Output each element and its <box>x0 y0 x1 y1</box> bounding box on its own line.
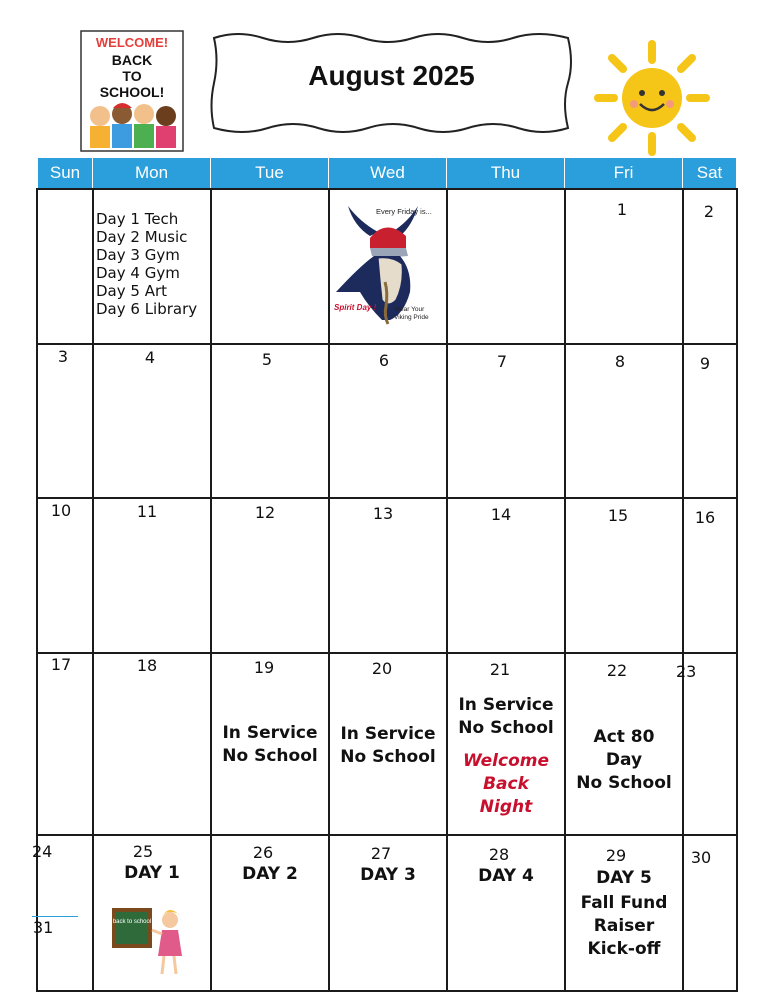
grid-line <box>36 188 738 190</box>
spirit-right-text: Wear Your Viking Pride <box>394 306 429 321</box>
event-fall-fundraiser: Fall Fund Raiser Kick-off <box>580 893 668 959</box>
event-school-day: DAY 1 <box>124 863 180 883</box>
grid-line <box>36 188 38 992</box>
viking-spirit-day-graphic <box>330 196 442 336</box>
spirit-left-text: Spirit Day ! <box>334 303 377 312</box>
weekday-header-tue: Tue <box>211 158 328 188</box>
day-number: 13 <box>372 504 394 523</box>
welcome-back-to-school-logo <box>80 30 184 152</box>
day-number: 5 <box>261 350 273 369</box>
sun-icon <box>592 38 712 158</box>
day-number: 4 <box>144 348 156 367</box>
teacher-chalkboard-icon <box>112 900 192 980</box>
month-title: August 2025 <box>308 60 475 91</box>
weekday-header-sun: Sun <box>38 158 92 188</box>
day-number: 29 <box>605 846 627 865</box>
day-number: 2 <box>703 202 715 221</box>
grid-line <box>36 990 738 992</box>
event-school-day: DAY 2 <box>242 864 298 884</box>
grid-line <box>736 188 738 992</box>
day-number: 20 <box>371 659 393 678</box>
weekday-header-thu: Thu <box>447 158 564 188</box>
grid-line <box>36 652 738 654</box>
specials-item: Day 1 Tech <box>96 210 179 228</box>
logo-text-school: SCHOOL! <box>99 84 165 100</box>
day-number: 1 <box>616 200 628 219</box>
weekday-header-sat: Sat <box>683 158 736 188</box>
day-number: 26 <box>252 843 274 862</box>
logo-text-back: BACK <box>111 52 153 68</box>
event-in-service: In Service No School <box>340 724 436 767</box>
split-day-divider <box>32 916 78 917</box>
specials-item: Day 6 Library <box>96 300 198 318</box>
grid-line <box>36 834 738 836</box>
day-number: 24 <box>32 842 53 861</box>
specials-item: Day 2 Music <box>96 228 188 246</box>
day-number: 10 <box>50 501 72 520</box>
day-number: 18 <box>136 656 158 675</box>
specials-item: Day 4 Gym <box>96 264 180 282</box>
weekday-header-wed: Wed <box>329 158 446 188</box>
day-number: 25 <box>132 842 154 861</box>
day-number: 11 <box>136 502 158 521</box>
day-number: 27 <box>370 844 392 863</box>
grid-line <box>36 497 738 499</box>
event-in-service: In Service No School <box>222 723 318 766</box>
day-number: 3 <box>57 347 69 366</box>
day-number: 31 <box>33 918 54 937</box>
event-school-day: DAY 3 <box>360 865 416 885</box>
day-number: 12 <box>254 503 276 522</box>
weekday-header-fri: Fri <box>565 158 682 188</box>
grid-line <box>682 188 684 992</box>
day-number: 30 <box>690 848 712 867</box>
day-number: 28 <box>488 845 510 864</box>
day-number: 15 <box>607 506 629 525</box>
weekday-header-mon: Mon <box>93 158 210 188</box>
day-number: 19 <box>253 658 275 677</box>
event-school-day: DAY 4 <box>478 866 534 886</box>
day-number: 7 <box>496 352 508 371</box>
day-number: 6 <box>378 351 390 370</box>
grid-line <box>36 343 738 345</box>
day-number: 17 <box>50 655 72 674</box>
event-in-service: In Service No School <box>458 695 554 738</box>
day-number: 9 <box>699 354 711 373</box>
specials-item: Day 5 Art <box>96 282 168 300</box>
specials-item: Day 3 Gym <box>96 246 180 264</box>
day-number: 21 <box>489 660 511 679</box>
logo-text-welcome: WELCOME! <box>95 35 169 50</box>
day-number: 8 <box>614 352 626 371</box>
day-number: 22 <box>606 661 628 680</box>
event-act-80-day: Act 80 Day No School <box>576 727 672 793</box>
event-school-day: DAY 5 <box>596 868 652 888</box>
day-number: 23 <box>676 662 697 681</box>
chalkboard-text: back to school <box>112 919 152 925</box>
specials-schedule <box>96 210 197 318</box>
spirit-top-text: Every Friday is... <box>376 207 432 216</box>
logo-text-to: TO <box>122 68 142 84</box>
day-number: 14 <box>490 505 512 524</box>
event-welcome-back-night: Welcome Back Night <box>462 751 550 817</box>
day-number: 16 <box>694 508 716 527</box>
